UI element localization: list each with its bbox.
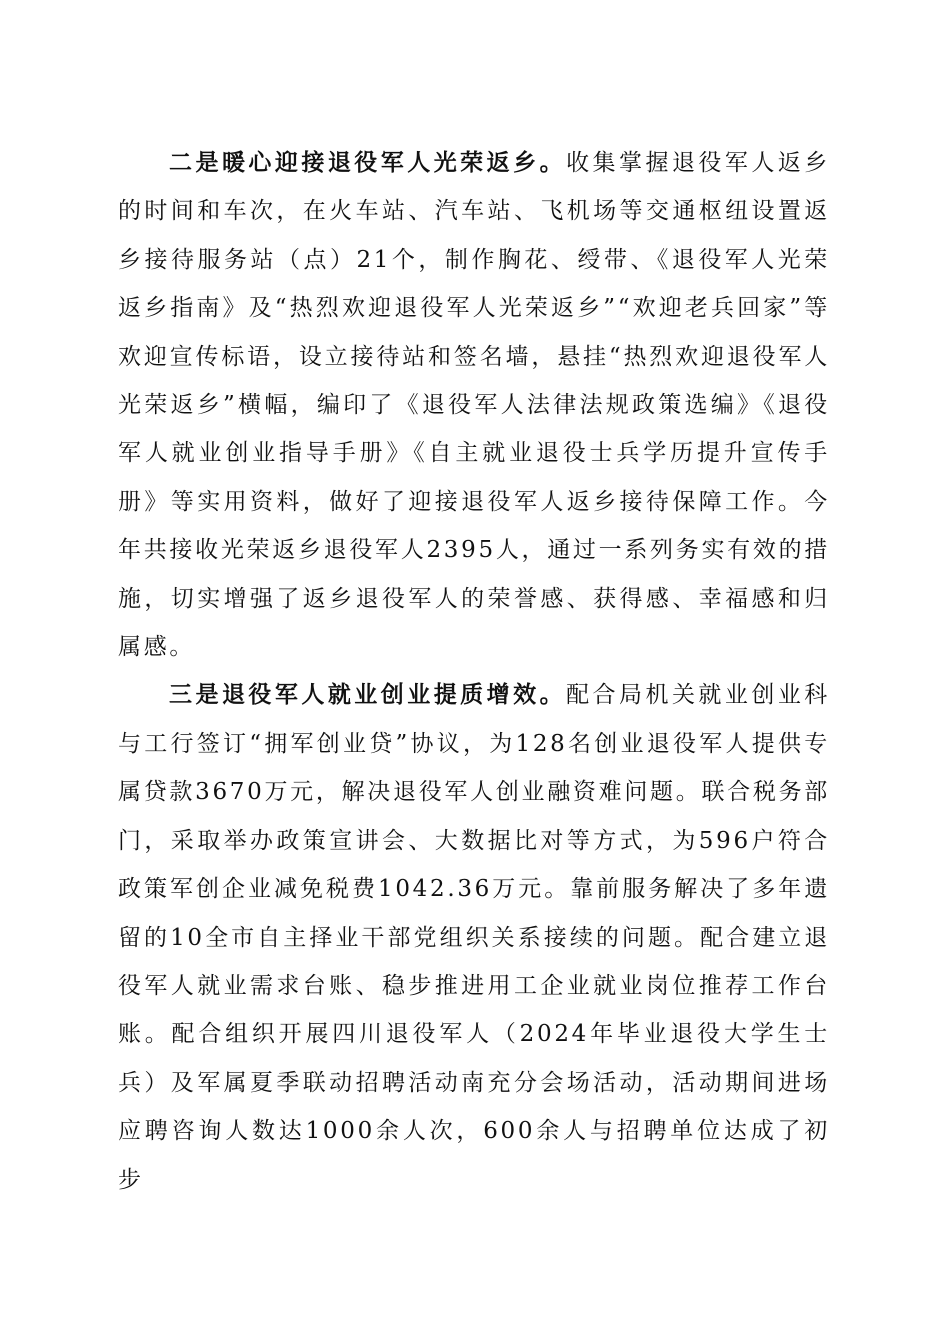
paragraph-heading: 二是暖心迎接退役军人光荣返乡。	[169, 149, 567, 176]
paragraph-returning-soldiers	[118, 139, 830, 671]
paragraph-employment	[118, 671, 830, 1203]
paragraph-text: 收集掌握退役军人返乡的时间和车次，在火车站、汽车站、飞机场等交通枢纽设置返乡接待服务站（点）21个，制作胸花、绶带、《退役军人光荣返乡指南》及“热烈欢迎退役军人光荣返乡”“欢迎老兵回家”等欢迎宣传标语，设立接待站和签名墙，悬挂“热烈欢迎退役军人光荣返乡”横幅，编印了《退役军人法律法规政策选编》《退役军人就业创业指导手册》《自主就业退役士兵学历提升宣传手册》等实用资料，做好了迎接退役军人返乡接待保障工作。今年共接收光荣返乡退役军人2395人，通过一系列务实有效的措施，切实增强了返乡退役军人的荣誉感、获得感、幸福感和归属感。	[118, 150, 831, 661]
paragraph-heading: 三是退役军人就业创业提质增效。	[169, 681, 567, 709]
document-body	[118, 139, 830, 1204]
paragraph-text: 配合局机关就业创业科与工行签订“拥军创业贷”协议，为128名创业退役军人提供专属贷款3670万元，解决退役军人创业融资难问题。联合税务部门，采取举办政策宣讲会、大数据比对等方式，为596户符合政策军创企业减免税费1042.36万元。靠前服务解决了多年遗留的10全市自主择业干部党组织关系接续的问题。配合建立退役军人就业需求台账、稳步推进用工企业就业岗位推荐工作台账。配合组织开展四川退役军人（2024年毕业退役大学生士兵）及军属夏季联动招聘活动南充分会场活动，活动期间进场应聘咨询人数达1000余人次，600余人与招聘单位达成了初步	[118, 682, 831, 1193]
